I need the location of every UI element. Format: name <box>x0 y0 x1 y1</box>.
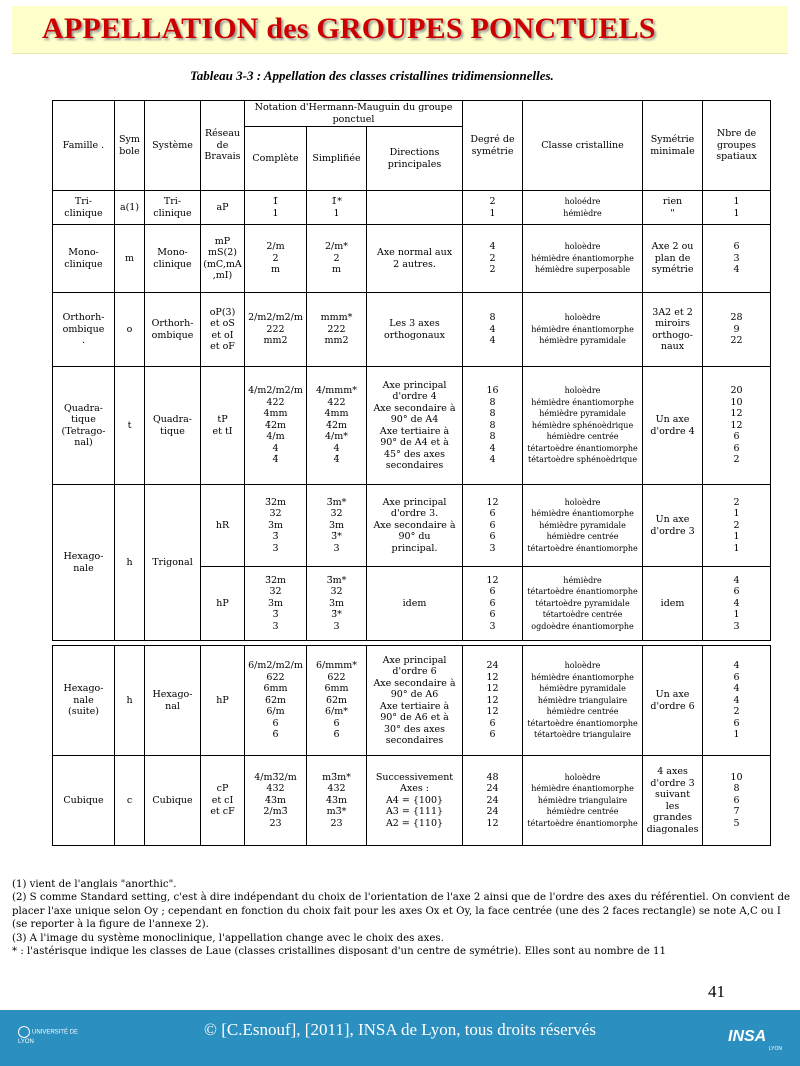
cell-simplifiee: 3̄m* 32 3m 3̄* 3 <box>307 485 367 567</box>
header-nbre-groupes: Nbre de groupes spatiaux <box>703 101 771 191</box>
table-row <box>53 756 771 846</box>
cell-symbole: h <box>115 485 145 641</box>
cell-classe: hémièdre tétartoèdre énantiomorphe tétartoèdre pyramidale tétartoèdre centrée ogdoèdre énantiomorphe <box>523 567 643 641</box>
cell-famille: Cubique <box>53 756 115 846</box>
cell-symetrie-minimale: Un axe d'ordre 6 <box>643 646 703 756</box>
copyright-text: © [C.Esnouf], [2011], INSA de Lyon, tous droits réservés <box>204 1020 596 1039</box>
cell-symetrie-minimale: Un axe d'ordre 4 <box>643 367 703 485</box>
cell-degre: 12 6 6 6 3 <box>463 567 523 641</box>
footer-bar <box>0 1010 800 1066</box>
cell-systeme: Mono- clinique <box>145 225 201 293</box>
header-simplifiee: Simplifiée <box>307 127 367 191</box>
cell-systeme: Tri- clinique <box>145 191 201 225</box>
cell-reseau: mP mS(2) (mC,mA ,mI) <box>201 225 245 293</box>
cell-systeme: Orthorh- ombique <box>145 293 201 367</box>
cell-directions: Axe principal d'ordre 6 Axe secondaire à 90° de A6 Axe tertiaire à 90° de A6 et à 30° des axes secondaires <box>367 646 463 756</box>
cell-degre: 48 24 24 24 12 <box>463 756 523 846</box>
table-row <box>53 646 771 756</box>
logo-left-text: UNIVERSITÉ DE LYON <box>18 1029 79 1045</box>
insa-logo <box>728 1028 788 1058</box>
cell-directions: Axe principal d'ordre 4 Axe secondaire à 90° de A4 Axe tertiaire à 90° de A4 et à 45° des axes secondaires <box>367 367 463 485</box>
cell-complete: 2/m2/m2/m 222 mm2 <box>245 293 307 367</box>
cell-symetrie-minimale: Axe 2 ou plan de symétrie <box>643 225 703 293</box>
cell-reseau: hR <box>201 485 245 567</box>
cell-symetrie-minimale: Un axe d'ordre 3 <box>643 485 703 567</box>
footnote-3: (3) A l'image du système monoclinique, l'appellation change avec le choix des axes. <box>12 932 444 944</box>
cell-symbole: h <box>115 646 145 756</box>
cell-famille: Tri- clinique <box>53 191 115 225</box>
cell-complete: 4/m2/m2/m 422 4mm 4̄2m 4/m 4 4̄ <box>245 367 307 485</box>
cell-classe: holoèdre hémièdre énantiomorphe hémièdre pyramidale hémièdre sphénoèdrique hémièdre centrée tétartoèdre énantiomorphe tétartoèdre sphénoèdrique <box>523 367 643 485</box>
cell-nbre: 1 1 <box>703 191 771 225</box>
cell-simplifiee: mmm* 222 mm2 <box>307 293 367 367</box>
crystal-classes-table <box>52 100 771 846</box>
cell-nbre: 10 8 6 7 5 <box>703 756 771 846</box>
table-row <box>53 191 771 225</box>
cell-complete: 4/m3̄2/m 432 4̄3m 2/m3̄ 23 <box>245 756 307 846</box>
cell-classe: holoèdre hémièdre énantiomorphe hémièdre triangulaire hémièdre centrée tétartoèdre énantiomorphe <box>523 756 643 846</box>
header-degre: Degré de symétrie <box>463 101 523 191</box>
cell-famille: Hexago- nale (suite) <box>53 646 115 756</box>
cell-nbre: 2 1 2 1 1 <box>703 485 771 567</box>
cell-directions <box>367 191 463 225</box>
insa-logo-sub: LYON <box>768 1046 782 1052</box>
table-row <box>53 485 771 567</box>
cell-famille: Mono- clinique <box>53 225 115 293</box>
cell-symetrie-minimale: 4 axes d'ordre 3 suivant les grandes diagonales <box>643 756 703 846</box>
cell-classe: holoèdre hémièdre énantiomorphe hémièdre pyramidale hémièdre triangulaire hémièdre centrée tétartoèdre énantiomorphe tétartoèdre triangulaire <box>523 646 643 756</box>
cell-classe: holoédre hémièdre <box>523 191 643 225</box>
header-complete: Complète <box>245 127 307 191</box>
title-bar <box>12 6 788 54</box>
cell-degre: 8 4 4 <box>463 293 523 367</box>
header-systeme: Système <box>145 101 201 191</box>
cell-symetrie-minimale: 3A2 et 2 miroirs orthogo- naux <box>643 293 703 367</box>
cell-directions: Axe normal aux 2 autres. <box>367 225 463 293</box>
cell-reseau: hP <box>201 646 245 756</box>
cell-complete: 3̄2m 32 3m 3̄ 3 <box>245 485 307 567</box>
cell-symbole: c <box>115 756 145 846</box>
cell-nbre: 4 6 4 1 3 <box>703 567 771 641</box>
footnote-asterisk: * : l'astérisque indique les classes de Laue (classes cristallines disposant d'un centre de symétrie). Elles sont au nombre de 11 <box>12 946 666 958</box>
cell-simplifiee: m3̄m* 432 4̄3m m3̄* 23 <box>307 756 367 846</box>
cell-complete: 3̄2m 32 3m 3̄ 3 <box>245 567 307 641</box>
page-title: APPELLATION des GROUPES PONCTUELS <box>42 12 656 45</box>
header-directions: Directions principales <box>367 127 463 191</box>
cell-directions: Les 3 axes orthogonaux <box>367 293 463 367</box>
cell-famille: Hexago- nale <box>53 485 115 641</box>
cell-degre: 12 6 6 6 3 <box>463 485 523 567</box>
cell-reseau: cP et cI et cF <box>201 756 245 846</box>
table-row <box>53 367 771 485</box>
insa-logo-text: INSA <box>728 1028 767 1045</box>
cell-nbre: 20 10 12 12 6 6 2 <box>703 367 771 485</box>
cell-simplifiee: 4/mmm* 422 4mm 4̄2m 4/m* 4 4̄ <box>307 367 367 485</box>
cell-simplifiee: 3̄m* 32 3m 3̄* 3 <box>307 567 367 641</box>
cell-degre: 2 1 <box>463 191 523 225</box>
header-reseau: Réseau de Bravais <box>201 101 245 191</box>
cell-classe: holoèdre hémièdre énantiomorphe hémièdre pyramidale <box>523 293 643 367</box>
footnote-2: (2) S comme Standard setting, c'est à dire indépendant du choix de l'orientation de l'axe 2 ainsi que de l'ordre des axes du référentiel. On convient de placer l'axe unique selon Oy ; cependant en fonction du choix fait pour les axes Ox et Oy, la face centrée (une des 2 faces rectangle) se note A,C ou I (se reporter à la figure de l'annexe 2). <box>12 892 791 931</box>
cell-simplifiee: 2/m* 2 m <box>307 225 367 293</box>
header-famille: Famille . <box>53 101 115 191</box>
table-row <box>53 293 771 367</box>
cell-reseau: hP <box>201 567 245 641</box>
cell-reseau: oP(3) et oS et oI et oF <box>201 293 245 367</box>
cell-symbole: a(1) <box>115 191 145 225</box>
cell-famille: Orthorh- ombique . <box>53 293 115 367</box>
cell-systeme: Quadra- tique <box>145 367 201 485</box>
header-classe: Classe cristalline <box>523 101 643 191</box>
cell-degre: 16 8 8 8 8 4 4 <box>463 367 523 485</box>
cell-directions: Successivement Axes : A4 = {100} A3 = {111} A2 = {110} <box>367 756 463 846</box>
cell-degre: 24 12 12 12 12 6 6 <box>463 646 523 756</box>
cell-simplifiee: 6/mmm* 622 6mm 6̄2m 6/m* 6 6̄ <box>307 646 367 756</box>
cell-complete: 1̄ 1 <box>245 191 307 225</box>
cell-symbole: o <box>115 293 145 367</box>
cell-degre: 4 2 2 <box>463 225 523 293</box>
cell-classe: holoèdre hémièdre énantiomorphe hémièdre pyramidale hémièdre centrée tétartoèdre énantiomorphe <box>523 485 643 567</box>
cell-classe: holoèdre hémièdre énantiomorphe hémièdre superposable <box>523 225 643 293</box>
table-row <box>53 225 771 293</box>
cell-nbre: 4 6 4 4 2 6 1 <box>703 646 771 756</box>
cell-reseau: tP et tI <box>201 367 245 485</box>
cell-systeme: Cubique <box>145 756 201 846</box>
cell-nbre: 6 3 4 <box>703 225 771 293</box>
cell-systeme: Hexago- nal <box>145 646 201 756</box>
cell-directions: idem <box>367 567 463 641</box>
cell-simplifiee: 1̄* 1 <box>307 191 367 225</box>
cell-nbre: 28 9 22 <box>703 293 771 367</box>
cell-symetrie-minimale: rien " <box>643 191 703 225</box>
header-notation: Notation d'Hermann-Mauguin du groupe ponctuel <box>245 101 463 127</box>
page-number: 41 <box>708 982 725 1001</box>
header-symetrie-minimale: Symétrie minimale <box>643 101 703 191</box>
cell-systeme: Trigonal <box>145 485 201 641</box>
header-symbole: Sym bole <box>115 101 145 191</box>
cell-complete: 6/m2/m2/m 622 6mm 6̄2m 6/m 6 6̄ <box>245 646 307 756</box>
cell-famille: Quadra- tique (Tetrago- nal) <box>53 367 115 485</box>
cell-directions: Axe principal d'ordre 3. Axe secondaire à 90° du principal. <box>367 485 463 567</box>
cell-reseau: aP <box>201 191 245 225</box>
cell-symetrie-minimale: idem <box>643 567 703 641</box>
footnote-1: (1) vient de l'anglais "anorthic". <box>12 879 177 890</box>
cell-complete: 2/m 2 m <box>245 225 307 293</box>
table-caption: Tableau 3-3 : Appellation des classes cristallines tridimensionnelles. <box>190 68 554 83</box>
cell-symbole: m <box>115 225 145 293</box>
footnotes <box>12 878 792 958</box>
cell-symbole: t <box>115 367 145 485</box>
